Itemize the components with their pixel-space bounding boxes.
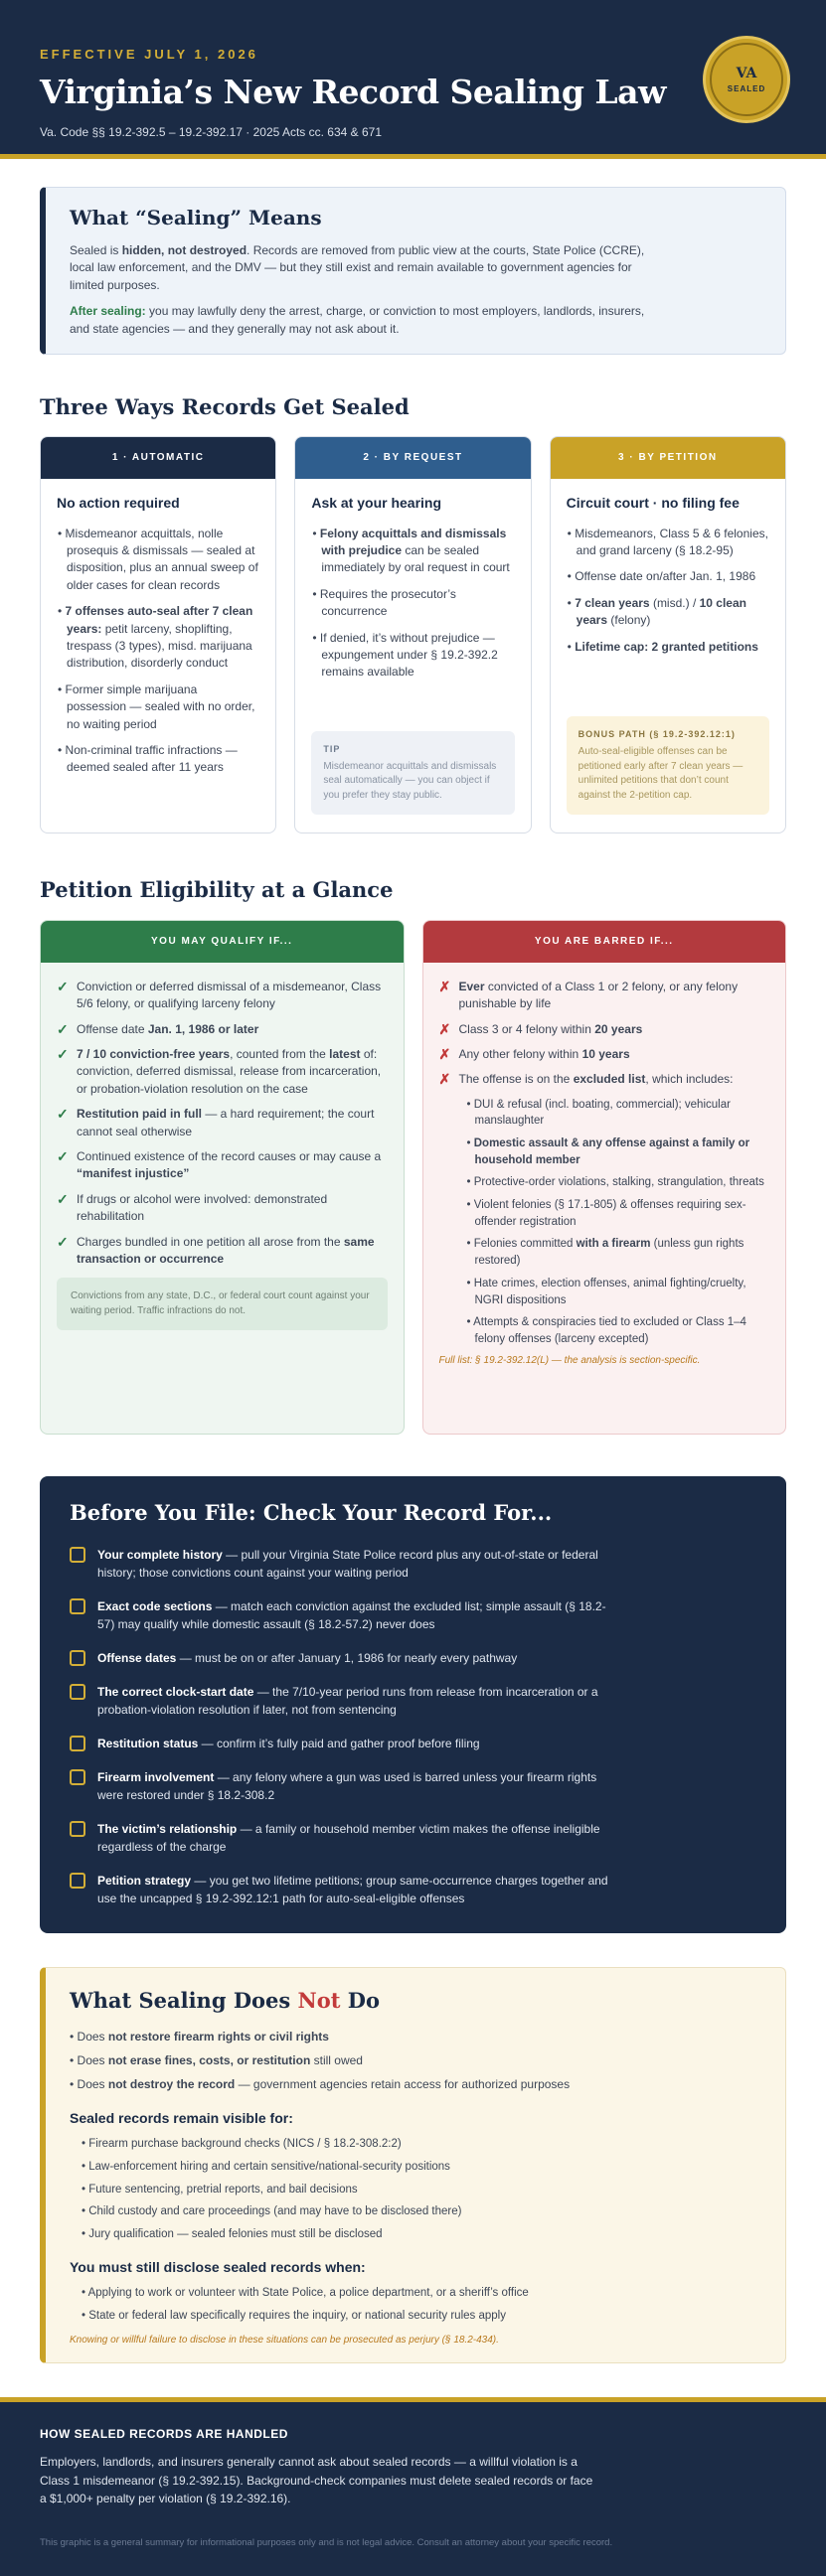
barred-column: [422, 920, 787, 1435]
list-item: • Former simple marijuana possession — sealed with no order, no waiting period: [58, 682, 255, 731]
means-paragraph-2: [70, 303, 656, 338]
checklist-text: The victim’s relationship — a family or household member victim makes the offense ineligible regardless of the charge: [97, 1822, 600, 1855]
eligibility-row: [40, 920, 786, 1435]
checklist-title: Before You File: Check Your Record For...: [70, 1499, 553, 1525]
qualify-text-5: Continued existence of the record causes or may cause a “manifest injustice”: [77, 1148, 382, 1181]
request-item-2: Requires the prosecutor’s concurrence: [319, 586, 456, 619]
request-band: 2 · BY REQUEST: [295, 437, 530, 479]
checkmark-icon: ✓: [57, 1106, 69, 1123]
checkbox-icon[interactable]: [70, 1650, 85, 1666]
after-sealing-label: After sealing:: [70, 304, 146, 319]
perjury-note: Knowing or willful failure to disclose in these situations can be prosecuted as perjury (§ 18.2-434).: [70, 2335, 499, 2347]
barred-item: [439, 979, 770, 1013]
checklist-items: [70, 1546, 756, 1907]
automatic-item-1: Misdemeanor acquittals, nolle prosequis & dismissals — sealed at disposition, plus an annual sweep of older cases for clean records: [65, 526, 258, 592]
list-item: • 7 clean years (misd.) / 10 clean years (felony): [567, 595, 746, 628]
list-item: • Child custody and care proceedings (and may have to be disclosed there): [82, 2205, 462, 2218]
qualify-text-6: If drugs or alcohol were involved: demonstrated rehabilitation: [77, 1191, 328, 1224]
notdo-line-3: • Does not destroy the record — government agencies retain access for authorized purposes: [70, 2077, 571, 2092]
barred-text-4: The offense is on the excluded list, which includes:: [458, 1072, 734, 1087]
qualify-text-4: Restitution paid in full — a hard requirement; the court cannot seal otherwise: [77, 1107, 375, 1138]
list-item: • State or federal law specifically requires the inquiry, or national security rules apply: [82, 2309, 506, 2322]
list-item: • Felony acquittals and dismissals with prejudice can be sealed immediately by oral request in court: [312, 526, 510, 575]
three-ways-title: Three Ways Records Get Sealed: [40, 393, 410, 419]
three-ways-row: [40, 436, 786, 833]
request-item-3: If denied, it’s without prejudice — expungement under § 19.2-392.2 remains available: [319, 630, 498, 680]
checklist-text: Exact code sections — match each conviction against the excluded list; simple assault (§ 18.2-57) may qualify while domestic assault (§ 18.2-57.2) never does: [97, 1599, 606, 1632]
petition-item-3-bold-2: 10 clean years: [576, 595, 746, 628]
automatic-list: [57, 526, 259, 777]
means-p1-text-a: Sealed is: [70, 243, 122, 257]
qualify-item: [57, 1148, 388, 1183]
list-item: • Requires the prosecutor’s concurrence: [312, 586, 456, 619]
checkbox-icon[interactable]: [70, 1736, 85, 1751]
excluded-item: • Felonies committed with a firearm (unless gun rights restored): [466, 1238, 744, 1268]
visible-list: [70, 2136, 759, 2242]
checklist-text: Your complete history — pull your Virginia State Police record plus any out-of-state or federal history; those convictions count against your waiting period: [97, 1548, 598, 1581]
petition-heading: Circuit court · no filing fee: [566, 495, 740, 512]
notdo-title: What Sealing Does Not Do: [70, 1988, 380, 2014]
petition-item-1: Misdemeanors, Class 5 & 6 felonies, and grand larceny (§ 18.2-95): [575, 526, 768, 558]
footer-title: HOW SEALED RECORDS ARE HANDLED: [40, 2426, 288, 2441]
petition-list: [567, 526, 769, 656]
barred-item: [439, 1071, 770, 1088]
automatic-card: [40, 436, 276, 833]
checklist-item: [70, 1735, 756, 1752]
petition-item-3-text-1: (misd.) /: [649, 595, 700, 610]
qualify-text-7: Charges bundled in one petition all arose from the same transaction or occurrence: [77, 1234, 375, 1266]
list-item: • Offense date on/after Jan. 1, 1986: [567, 569, 756, 584]
list-item: • 7 offenses auto-seal after 7 clean years: petit larceny, shoplifting, trespass (3 types), misd. marijuana distribution, disorderly conduct: [58, 604, 253, 671]
qualify-note: Convictions from any state, D.C., or federal court count against your waiting period. Traffic infractions do not.: [57, 1278, 388, 1330]
checklist-item: [70, 1683, 756, 1719]
qualify-item: [57, 1234, 388, 1269]
barred-band: YOU ARE BARRED IF...: [423, 921, 786, 963]
footer-body: Employers, landlords, and insurers generally cannot ask about sealed records — a willful violation is a Class 1 misdemeanor (§ 19.2-392.15). Background-check companies must delete sealed records or face a $1,000+ penalty per violation (§ 19.2-392.16).: [40, 2455, 593, 2506]
qualify-item: [57, 1021, 388, 1038]
va-sealed-badge-icon: [703, 36, 790, 123]
qualify-text-1: Conviction or deferred dismissal of a misdemeanor, Class 5/6 felony, or qualifying larceny felony: [77, 979, 382, 1011]
list-item: • Applying to work or volunteer with State Police, a police department, or a sheriff’s office: [82, 2286, 529, 2299]
petition-item-2: Offense date on/after Jan. 1, 1986: [575, 569, 756, 584]
list-item: • If denied, it’s without prejudice — expungement under § 19.2-392.2 remains available: [312, 630, 498, 680]
list-item: • Misdemeanor acquittals, nolle prosequis & dismissals — sealed at disposition, plus an annual sweep of older cases for clean records: [58, 526, 258, 592]
seal-bottom-text: SEALED: [727, 84, 766, 94]
list-item: • Jury qualification — sealed felonies must still be disclosed: [82, 2227, 383, 2240]
checklist-text: Restitution status — confirm it’s fully paid and gather proof before filing: [97, 1737, 480, 1751]
notdo-line-2: • Does not erase fines, costs, or restitution still owed: [70, 2053, 363, 2068]
excluded-item: • Hate crimes, election offenses, animal fighting/cruelty, NGRI dispositions: [466, 1277, 746, 1306]
list-item: • Non-criminal traffic infractions — deemed sealed after 11 years: [58, 742, 238, 775]
means-p1-bold: hidden, not destroyed: [121, 243, 248, 257]
checklist-item: [70, 1597, 756, 1633]
checklist-item: [70, 1820, 756, 1856]
seal-top-text: VA: [736, 66, 757, 82]
checklist-card: [40, 1476, 786, 1933]
bonus-path-label: BONUS PATH (§ 19.2-392.12:1): [578, 729, 736, 740]
petition-band: 3 · BY PETITION: [551, 437, 785, 479]
tip-text: Misdemeanor acquittals and dismissals seal automatically — you can object if you prefer they stay public.: [323, 760, 497, 801]
barred-text-3: Any other felony within 10 years: [458, 1047, 630, 1061]
checklist-text: Petition strategy — you get two lifetime petitions; group same-occurrence charges together and use the uncapped § 19.2-392.12:1 path for auto-seal-eligible offenses: [97, 1874, 608, 1906]
disclose-list: [70, 2285, 759, 2324]
barred-text-1: Ever convicted of a Class 1 or 2 felony, or any felony punishable by life: [458, 979, 739, 1011]
excluded-item: • Domestic assault & any offense against a family or household member: [466, 1137, 750, 1166]
excluded-item: • Protective-order violations, stalking, strangulation, threats: [466, 1176, 764, 1189]
checkbox-icon[interactable]: [70, 1873, 85, 1889]
request-item-1-bold: Felony acquittals and dismissals with prejudice: [319, 526, 507, 558]
checkmark-icon: ✓: [57, 1046, 69, 1062]
code-citation: Va. Code §§ 19.2-392.5 – 19.2-392.17 · 2025 Acts cc. 634 & 671: [40, 124, 383, 139]
notdo-line-1: • Does not restore firearm rights or civil rights: [70, 2029, 329, 2044]
list-item: • Firearm purchase background checks (NICS / § 18.2-308.2:2): [82, 2138, 402, 2151]
means-title: What “Sealing” Means: [70, 206, 322, 229]
page-title: Virginia’s New Record Sealing Law: [40, 72, 666, 111]
disclose-subheading: You must still disclose sealed records when:: [70, 2258, 366, 2275]
tip-label: TIP: [323, 743, 341, 754]
x-mark-icon: ✗: [438, 1020, 451, 1037]
petition-card: [550, 436, 786, 833]
list-item: • Lifetime cap: 2 granted petitions: [567, 639, 758, 654]
checkmark-icon: ✓: [57, 1233, 69, 1250]
bonus-path-box: [567, 716, 769, 815]
barred-item: [439, 1021, 770, 1038]
automatic-item-2-text: petit larceny, shoplifting, trespass (3 types), misd. marijuana distribution, disorderly conduct: [67, 621, 252, 671]
full-list-note: Full list: § 19.2-392.12(L) — the analysis is section-specific.: [438, 1354, 701, 1366]
qualify-text-2: Offense date Jan. 1, 1986 or later: [77, 1021, 259, 1036]
petition-item-4: Lifetime cap: 2 granted petitions: [575, 639, 758, 654]
eligibility-title: Petition Eligibility at a Glance: [40, 877, 394, 903]
barred-text-2: Class 3 or 4 felony within 20 years: [458, 1021, 643, 1036]
excluded-list: [467, 1097, 770, 1348]
checkmark-icon: ✓: [57, 1190, 69, 1207]
qualify-item: [57, 979, 388, 1013]
seal-inner-ring: [710, 43, 783, 116]
checklist-text: Offense dates — must be on or after January 1, 1986 for nearly every pathway: [97, 1651, 518, 1666]
automatic-item-2-bold: 7 offenses auto-seal after 7 clean years:: [65, 604, 253, 636]
checklist-text: Firearm involvement — any felony where a gun was used is barred unless your firearm rights were restored under § 18.2-308.2: [97, 1770, 597, 1803]
checklist-item: [70, 1872, 756, 1907]
request-tip-box: [311, 731, 514, 816]
automatic-band: 1 · AUTOMATIC: [41, 437, 275, 479]
qualify-band: YOU MAY QUALIFY IF...: [41, 921, 404, 963]
what-sealing-means-card: [40, 187, 786, 355]
checkmark-icon: ✓: [57, 1147, 69, 1164]
qualify-item: [57, 1191, 388, 1226]
x-mark-icon: ✗: [438, 1071, 451, 1088]
disclaimer: This graphic is a general summary for informational purposes only and is not legal advice. Consult an attorney about your specific record.: [40, 2536, 613, 2548]
automatic-item-4: Non-criminal traffic infractions — deemed sealed after 11 years: [65, 742, 238, 775]
bonus-path-text: Auto-seal-eligible offenses can be petitioned early after 7 clean years — unlimited petitions that don’t count against the 2-petition cap.: [578, 746, 743, 801]
qualify-column: [40, 920, 405, 1435]
petition-item-3-bold-1: 7 clean years: [575, 595, 650, 610]
qualify-text-3: 7 / 10 conviction-free years, counted from the latest of: conviction, deferred dismissal, release from incarceration, or probation-violation resolution on the case: [77, 1047, 382, 1096]
checkmark-icon: ✓: [57, 978, 69, 994]
what-sealing-does-not-do-card: [40, 1967, 786, 2362]
checkbox-icon[interactable]: [70, 1598, 85, 1614]
means-paragraph-1: [70, 242, 656, 294]
x-mark-icon: ✗: [438, 1046, 451, 1062]
list-item: • Misdemeanors, Class 5 & 6 felonies, and grand larceny (§ 18.2-95): [567, 526, 768, 558]
request-card: [294, 436, 531, 833]
footer-banner: [0, 2397, 826, 2576]
checklist-item: [70, 1546, 756, 1582]
request-heading: Ask at your hearing: [311, 495, 442, 512]
excluded-item: • DUI & refusal (incl. boating, commercial); vehicular manslaughter: [466, 1098, 731, 1128]
excluded-item: • Violent felonies (§ 17.1-805) & offenses requiring sex-offender registration: [466, 1199, 746, 1228]
checklist-item: [70, 1768, 756, 1804]
qualify-item: [57, 1106, 388, 1140]
checkbox-icon[interactable]: [70, 1769, 85, 1785]
automatic-heading: No action required: [57, 495, 180, 512]
means-p1-text-c: . Records are removed from public view at the courts, State Police (CCRE), local law enforcement, and the DMV — but they still exist and remain available to government agencies for limited purposes.: [70, 243, 645, 292]
x-mark-icon: ✗: [438, 978, 451, 994]
checkbox-icon[interactable]: [70, 1821, 85, 1837]
checkbox-icon[interactable]: [70, 1684, 85, 1700]
automatic-item-3: Former simple marijuana possession — sealed with no order, no waiting period: [65, 682, 255, 731]
qualify-item: [57, 1046, 388, 1098]
list-item: • Future sentencing, pretrial reports, and bail decisions: [82, 2183, 358, 2196]
checklist-item: [70, 1649, 756, 1667]
checkmark-icon: ✓: [57, 1020, 69, 1037]
checklist-text: The correct clock-start date — the 7/10-year period runs from release from incarceration or a probation-violation resolution if later, not from sentencing: [97, 1685, 598, 1718]
checkbox-icon[interactable]: [70, 1547, 85, 1563]
excluded-item: • Attempts & conspiracies tied to excluded or Class 1–4 felony offenses (larceny excepted): [466, 1316, 746, 1345]
effective-date: EFFECTIVE JULY 1, 2026: [40, 47, 258, 62]
means-p2-text: you may lawfully deny the arrest, charge, or conviction to most employers, landlords, insurers, and state agencies — and they generally may not ask about it.: [70, 304, 645, 336]
visible-subheading: Sealed records remain visible for:: [70, 2109, 293, 2126]
list-item: • Law-enforcement hiring and certain sensitive/national-security positions: [82, 2160, 450, 2173]
header-banner: [0, 0, 826, 159]
petition-item-3-text-2: (felony): [607, 613, 651, 628]
request-item-1-text: can be sealed immediately by oral request in court: [321, 543, 510, 575]
barred-item: [439, 1046, 770, 1063]
request-list: [311, 526, 514, 682]
